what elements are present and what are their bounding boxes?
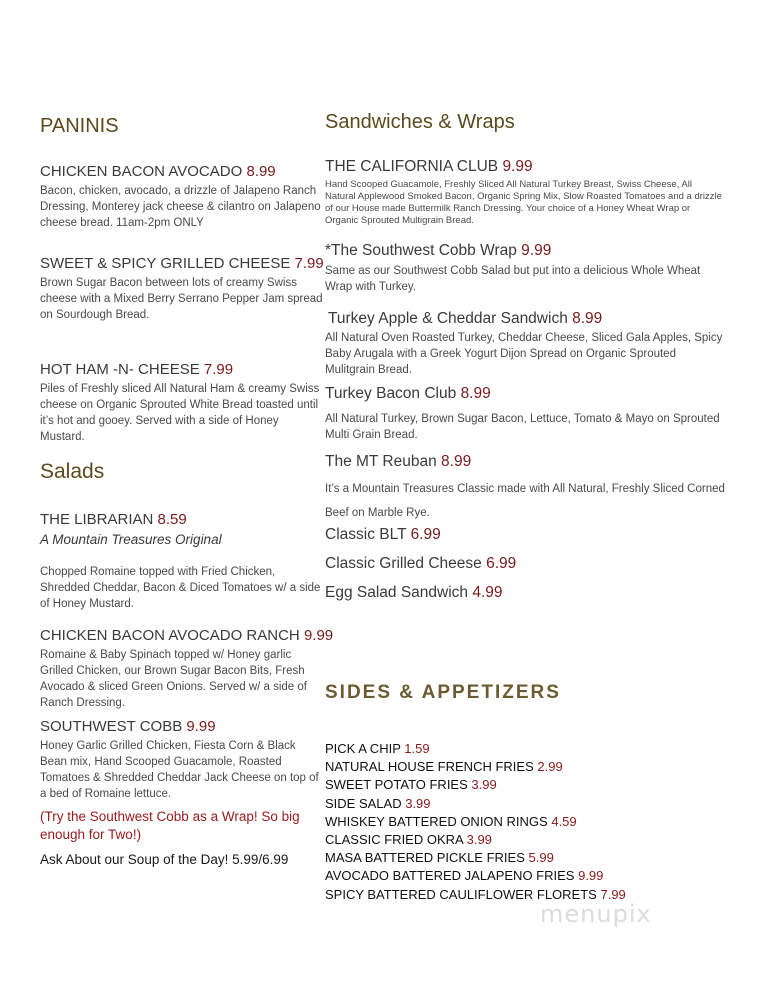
- menu-item: [40, 718, 325, 802]
- sides-list: [325, 740, 725, 904]
- item-description: Brown Sugar Bacon between lots of creamy Swiss cheese with a Mixed Berry Serrano Pepper Jam spread on Sourdough Bread.: [40, 277, 323, 321]
- list-item: [325, 886, 725, 904]
- item-name: PICK A CHIP: [325, 741, 401, 756]
- watermark-logo: menupix: [540, 900, 652, 928]
- item-price: 9.99: [521, 242, 552, 259]
- list-item: [325, 831, 725, 849]
- item-price: 8.99: [246, 163, 276, 180]
- item-price: 9.99: [303, 627, 334, 644]
- item-description: Bacon, chicken, avocado, a drizzle of Jalapeno Ranch Dressing, Monterey jack cheese & cilantro on Jalapeno cheese bread. 11am-2pm ONLY: [40, 185, 321, 229]
- item-name: The MT Reuban: [325, 453, 437, 470]
- menu-item: [325, 158, 725, 227]
- menu-item: [40, 361, 325, 445]
- item-price: 6.99: [410, 526, 441, 543]
- menu-item: [40, 163, 325, 231]
- item-description: It’s a Mountain Treasures Classic made with All Natural, Freshly Sliced Corned: [325, 483, 725, 495]
- item-description: Hand Scooped Guacamole, Freshly Sliced All Natural Turkey Breast, Swiss Cheese, All Natural Applewood Smoked Bacon, Organic Spring Mix, Slow Roasted Tomatoes and a drizzle of our House made Buttermilk Ranch Dressing. Your choice of a Honey Wheat Wrap or Organic Sprouted Multigrain Bread.: [325, 179, 722, 226]
- item-name: CHICKEN BACON AVOCADO RANCH: [40, 627, 300, 644]
- item-price: 3.99: [405, 795, 431, 811]
- list-item: [325, 867, 725, 885]
- item-price: 3.99: [466, 832, 492, 848]
- item-price: 8.59: [157, 511, 187, 528]
- item-name: Egg Salad Sandwich: [325, 584, 469, 601]
- item-price: 4.99: [472, 584, 503, 601]
- item-price: 9.99: [502, 158, 533, 175]
- list-item: [325, 740, 725, 758]
- item-price: 2.99: [537, 759, 563, 775]
- item-price: 7.99: [203, 361, 234, 378]
- item-description: Beef on Marble Rye.: [325, 507, 430, 519]
- item-name: Classic Grilled Cheese: [325, 555, 482, 572]
- list-item: [325, 776, 725, 794]
- item-name: AVOCADO BATTERED JALAPENO FRIES: [325, 868, 575, 884]
- wrap-note: (Try the Southwest Cobb as a Wrap! So big enough for Two!): [40, 809, 300, 842]
- item-price: 8.99: [441, 453, 472, 470]
- list-item: [325, 849, 725, 867]
- item-name: CHICKEN BACON AVOCADO: [40, 163, 243, 180]
- sides-heading: SIDES & APPETIZERS: [325, 682, 561, 703]
- item-name: *The Southwest Cobb Wrap: [325, 242, 517, 259]
- item-price: 9.99: [578, 868, 604, 884]
- item-price: 6.99: [486, 555, 517, 572]
- list-item: [325, 758, 725, 776]
- item-description: All Natural Turkey, Brown Sugar Bacon, Lettuce, Tomato & Mayo on Sprouted Multi Grain Bread.: [325, 413, 720, 441]
- item-description: Same as our Southwest Cobb Salad but put into a delicious Whole Wheat Wrap with Turkey.: [325, 265, 701, 293]
- menu-item: [325, 385, 725, 443]
- paninis-heading: PANINIS: [40, 115, 119, 137]
- item-price: 8.99: [572, 310, 603, 327]
- item-name: SWEET & SPICY GRILLED CHEESE: [40, 255, 291, 272]
- item-name: SPICY BATTERED CAULIFLOWER FLORETS: [325, 886, 597, 902]
- item-price: 8.99: [460, 385, 491, 402]
- item-name: SOUTHWEST COBB: [40, 718, 183, 735]
- soup-note: Ask About our Soup of the Day! 5.99/6.99: [40, 852, 289, 867]
- menu-item: [325, 453, 725, 521]
- menu-item: [40, 511, 325, 612]
- item-name: Turkey Apple & Cheddar Sandwich: [328, 310, 568, 327]
- menu-item: [40, 255, 325, 323]
- menu-item: [325, 526, 441, 544]
- menu-item: [325, 555, 516, 573]
- item-name: HOT HAM -N- CHEESE: [40, 361, 200, 378]
- menu-item: [325, 242, 725, 295]
- item-name: CLASSIC FRIED OKRA: [325, 832, 463, 848]
- item-name: SWEET POTATO FRIES: [325, 777, 468, 793]
- item-name: THE CALIFORNIA CLUB: [325, 158, 499, 175]
- item-description: Honey Garlic Grilled Chicken, Fiesta Corn & Black Bean mix, Hand Scooped Guacamole, Roasted Tomatoes & Shredded Cheddar Jack Cheese on top of a bed of Romaine lettuce.: [40, 740, 319, 800]
- item-price: 5.99: [528, 850, 554, 866]
- item-price: 3.99: [471, 777, 497, 793]
- menu-item: [325, 584, 503, 602]
- item-description: Piles of Freshly sliced All Natural Ham & creamy Swiss cheese on Organic Sprouted White Bread toasted until it’s hot and gooey. Served with a side of Honey Mustard.: [40, 383, 320, 443]
- item-name: NATURAL HOUSE FRENCH FRIES: [325, 759, 534, 775]
- item-name: Turkey Bacon Club: [325, 385, 457, 402]
- item-description: Romaine & Baby Spinach topped w/ Honey garlic Grilled Chicken, our Brown Sugar Bacon Bits, Fresh Avocado & sliced Green Onions. Served w/ a side of Ranch Dressing.: [40, 649, 307, 709]
- item-description: Chopped Romaine topped with Fried Chicken, Shredded Cheddar, Bacon & Diced Tomatoes w/ a side of Honey Mustard.: [40, 566, 321, 610]
- item-price: 7.99: [294, 255, 324, 272]
- salads-heading: Salads: [40, 460, 105, 483]
- menu-item: [328, 310, 728, 328]
- item-subtitle: A Mountain Treasures Original: [40, 532, 222, 547]
- item-price: 4.59: [551, 813, 577, 829]
- item-price: 7.99: [600, 886, 626, 902]
- item-name: SIDE SALAD: [325, 795, 402, 811]
- item-price: 9.99: [186, 718, 216, 735]
- list-item: [325, 813, 725, 831]
- list-item: [325, 795, 725, 813]
- item-description: All Natural Oven Roasted Turkey, Cheddar Cheese, Sliced Gala Apples, Spicy Baby Arugala with a Greek Yogurt Dijon Spread on Organic Sprouted Mulitgrain Bread.: [325, 332, 723, 376]
- sandwiches-heading: Sandwiches & Wraps: [325, 111, 515, 133]
- item-name: MASA BATTERED PICKLE FRIES: [325, 850, 525, 866]
- menu-item: [40, 627, 334, 711]
- item-name: THE LIBRARIAN: [40, 511, 154, 528]
- item-name: WHISKEY BATTERED ONION RINGS: [325, 813, 548, 829]
- item-name: Classic BLT: [325, 526, 407, 543]
- item-price: 1.59: [404, 741, 430, 756]
